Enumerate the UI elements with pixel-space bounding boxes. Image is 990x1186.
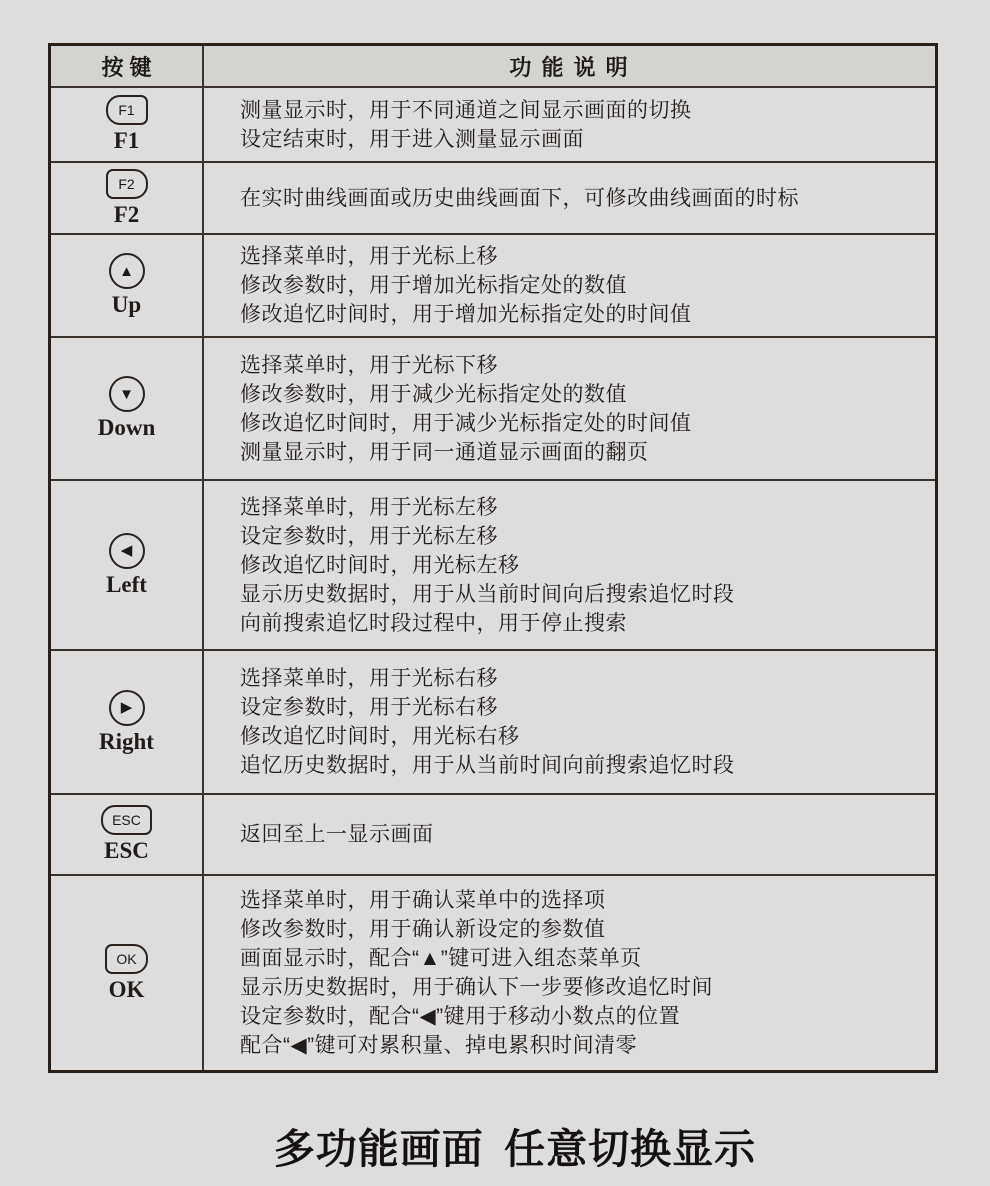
description-line: 修改参数时，用于确认新设定的参数值 (240, 918, 606, 941)
key-cell (51, 795, 204, 874)
description-line: 画面显示时，配合“▲”键可进入组态菜单页 (240, 947, 642, 970)
key-cell (51, 876, 204, 1070)
key-cell (51, 651, 204, 793)
f2-key-icon-text: F2 (118, 175, 135, 192)
key-cell (51, 481, 204, 649)
key-function-table (48, 43, 938, 1073)
description-line: 修改追忆时间时，用于增加光标指定处的时间值 (240, 303, 692, 326)
up-arrow-key-icon (109, 253, 145, 289)
key-label: ESC (104, 838, 149, 863)
right-triangle-glyph: ▶ (120, 699, 133, 716)
key-cell (51, 88, 204, 161)
f2-key-icon (106, 169, 148, 199)
table-row-left (51, 481, 935, 651)
description-line: 修改参数时，用于增加光标指定处的数值 (240, 274, 627, 297)
description-line: 修改参数时，用于减少光标指定处的数值 (240, 382, 627, 406)
description-line: 配合“◀”键可对累积量、掉电累积时间清零 (240, 1034, 638, 1057)
description-cell (204, 651, 935, 793)
table-row-down (51, 338, 935, 481)
description-line: 修改追忆时间时，用光标右移 (240, 725, 520, 748)
description-line: 设定参数时，用于光标右移 (240, 696, 498, 719)
table-row-up (51, 235, 935, 338)
ok-key-icon (105, 944, 147, 974)
key-cell (51, 338, 204, 479)
key-label: Left (106, 571, 147, 597)
key-label: Up (111, 292, 142, 317)
description-cell (204, 338, 935, 479)
esc-key-icon-text: ESC (112, 812, 141, 828)
key-label: Right (99, 728, 154, 754)
description-line: 测量显示时，用于不同通道之间显示画面的切换 (240, 98, 692, 122)
table-row-right (51, 651, 935, 795)
left-triangle-glyph: ◀ (120, 542, 133, 559)
description-line: 返回至上一显示画面 (240, 823, 434, 846)
description-cell (204, 795, 935, 874)
key-label: OK (108, 976, 145, 1002)
description-line: 设定结束时，用于进入测量显示画面 (240, 127, 584, 151)
description-line: 在实时曲线画面或历史曲线画面下，可修改曲线画面的时标 (240, 186, 799, 210)
key-label: Down (97, 415, 156, 440)
description-line: 显示历史数据时，用于确认下一步要修改追忆时间 (240, 976, 713, 999)
description-line: 测量显示时，用于同一通道显示画面的翻页 (240, 440, 649, 464)
table-header-row (51, 46, 935, 88)
description-cell (204, 235, 935, 336)
description-cell (204, 481, 935, 649)
right-arrow-key-icon (109, 690, 145, 726)
up-triangle-glyph: ▲ (119, 262, 134, 280)
table-row-ok (51, 876, 935, 1070)
table-row-f2 (51, 163, 935, 235)
description-line: 设定参数时，用于光标左移 (240, 524, 498, 548)
header-key-column: 按 键 (51, 46, 204, 86)
description-cell (204, 876, 935, 1070)
description-line: 设定参数时，配合“◀”键用于移动小数点的位置 (240, 1005, 681, 1028)
description-line: 选择菜单时，用于光标下移 (240, 353, 498, 377)
description-line: 选择菜单时，用于确认菜单中的选择项 (240, 889, 606, 912)
key-label: F2 (113, 201, 140, 227)
f1-key-icon (106, 95, 148, 125)
ok-key-icon-text: OK (116, 950, 137, 967)
left-arrow-key-icon (109, 533, 145, 569)
key-label: F1 (113, 128, 140, 153)
down-triangle-glyph: ▼ (119, 385, 134, 403)
description-line: 修改追忆时间时，用于减少光标指定处的时间值 (240, 411, 692, 435)
description-line: 追忆历史数据时，用于从当前时间向前搜索追忆时段 (240, 754, 735, 777)
description-line: 修改追忆时间时，用光标左移 (240, 553, 520, 577)
key-cell (51, 235, 204, 336)
esc-key-icon (101, 805, 152, 835)
table-row-f1 (51, 88, 935, 163)
table-row-esc (51, 795, 935, 876)
header-description-column: 功 能 说 明 (509, 54, 630, 80)
description-line: 选择菜单时，用于光标上移 (240, 245, 498, 268)
description-line: 选择菜单时，用于光标左移 (240, 495, 498, 519)
down-arrow-key-icon (109, 376, 145, 412)
f1-key-icon-text: F1 (118, 102, 135, 118)
key-cell (51, 163, 204, 233)
description-cell (204, 88, 935, 161)
footer-title: 多功能画面 任意切换显示 (273, 1126, 757, 1172)
description-line: 显示历史数据时，用于从当前时间向后搜索追忆时段 (240, 582, 735, 606)
description-line: 选择菜单时，用于光标右移 (240, 667, 498, 690)
description-line: 向前搜索追忆时段过程中，用于停止搜索 (240, 611, 627, 635)
description-cell (204, 163, 935, 233)
